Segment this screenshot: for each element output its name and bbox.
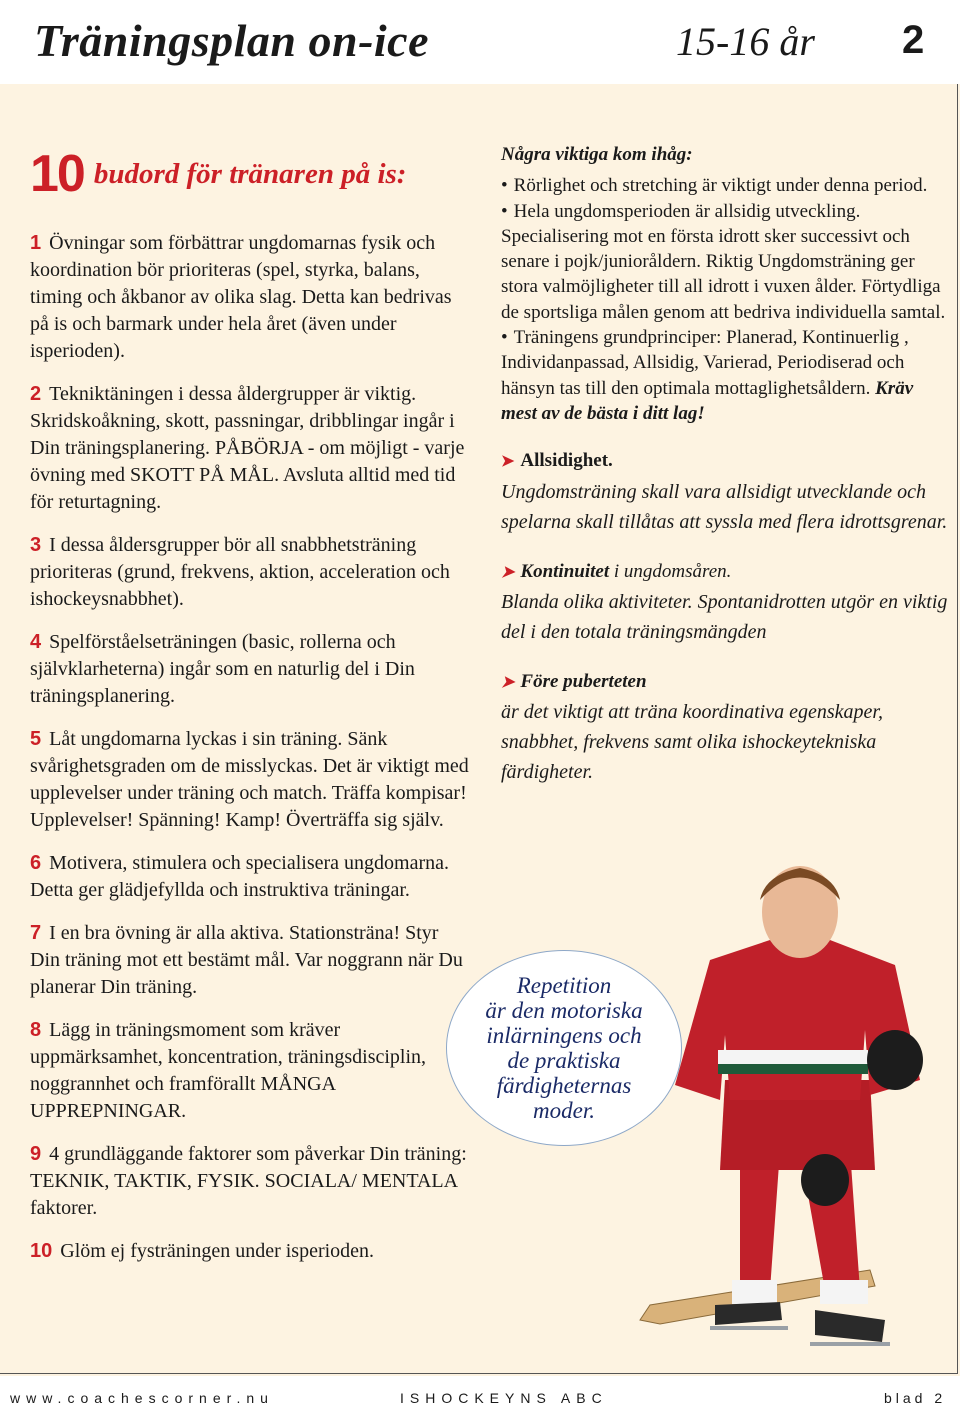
commandment-item — [30, 1238, 470, 1265]
commandment-item — [30, 381, 470, 516]
commandment-item — [30, 629, 470, 710]
commandment-text: I en bra övning är alla aktiva. Stationsträna! Styr Din träning mot ett bestämt mål. Var noggrann när Du planerar Din träning. — [30, 922, 463, 998]
commandment-text: Lägg in träningsmoment som kräver uppmärksamhet, koncentration, träningsdisciplin, noggrannhet och framförallt MÅNGA UPPREPNINGAR. — [30, 1019, 427, 1122]
tip-bullet — [501, 199, 951, 325]
commandment-number: 4 — [30, 631, 42, 653]
principle-title: ➤ Före puberteten — [501, 670, 647, 692]
skate — [715, 1302, 782, 1325]
commandment-item — [30, 920, 470, 1001]
tip-bullet — [501, 173, 951, 198]
commandment-number: 7 — [30, 922, 42, 944]
skate — [815, 1310, 885, 1342]
commandment-number: 9 — [30, 1143, 42, 1165]
commandments-column — [30, 144, 470, 1281]
footer — [0, 1376, 960, 1408]
commandment-item — [30, 726, 470, 834]
principle-section — [501, 669, 951, 787]
commandment-number: 8 — [30, 1019, 42, 1041]
principle-body: Ungdomsträning skall vara allsidigt utvecklande och spelarna skall tillåtas att syssla med flera idrottsgrenar. — [501, 480, 948, 533]
tip-text: Rörlighet och stretching är viktigt under denna period. — [513, 175, 928, 197]
commandments-title: budord för tränaren på is: — [93, 157, 407, 190]
arrow-icon: ➤ — [501, 453, 515, 471]
commandment-text: Spelförståelseträningen (basic, rollerna och självklarheterna) ingår som en naturlig del i Din träningsplanering. — [30, 631, 415, 707]
commandment-text: Motivera, stimulera och specialisera ungdomarna. Detta ger glädjefyllda och instruktiva träningar. — [30, 852, 449, 901]
hockey-player-illustration — [620, 850, 960, 1370]
commandment-number: 5 — [30, 728, 42, 750]
commandment-number: 1 — [30, 232, 42, 254]
commandment-number: 2 — [30, 383, 42, 405]
commandment-number: 10 — [30, 1240, 53, 1262]
principle-title: ➤ Kontinuitet i ungdomsåren. — [501, 560, 732, 582]
footer-website[interactable]: www.coachescorner.nu — [10, 1390, 274, 1406]
callout-text: Repetition är den motoriska inlärningens och de praktiska färdigheternas moder. — [485, 973, 643, 1123]
commandment-item — [30, 532, 470, 613]
tip-bullet — [501, 325, 951, 426]
principle-body: Blanda olika aktiviteter. Spontanidrotten utgör en viktig del i den totala träningsmängden — [501, 590, 948, 643]
footer-series: ISHOCKEYNS ABC — [400, 1390, 608, 1406]
commandment-text: Låt ungdomarna lyckas i sin träning. Sänk svårighetsgraden om de misslyckas. Det är viktigt med upplevelser under träning och match. Träffa kompisar! Upplevelser! Spänning! Kamp! Överträffa sig själv. — [30, 728, 469, 831]
glove — [801, 1154, 849, 1206]
commandment-text: Tekniktäningen i dessa åldergrupper är viktig. Skridskoåkning, skott, passningar, dribblingar ingår i Din träningsplanering. PÅBÖRJA - om möjligt - varje övning med SKOTT PÅ MÅL. Avsluta alltid med tid för returtagning. — [30, 383, 465, 513]
commandments-list — [30, 230, 470, 1265]
glove — [867, 1030, 923, 1090]
header — [0, 0, 960, 84]
tip-emphasis: Kräv mest av de bästa i ditt lag! — [501, 377, 914, 424]
commandment-text: I dessa åldersgrupper bör all snabbhetsträning prioriteras (grund, frekvens, aktion, acceleration och ishockeysnabbhet). — [30, 534, 450, 610]
page-title: Träningsplan on-ice — [34, 15, 430, 66]
commandment-item — [30, 230, 470, 365]
commandment-text: Övningar som förbättrar ungdomarnas fysik och koordination bör prioriteras (spel, styrka, balans, timing och åkbanor av olika slag. Detta kan bedrivas på is och barmark under hela året (även under isperioden). — [30, 232, 452, 362]
arrow-icon: ➤ — [501, 673, 515, 691]
header-page-number: 2 — [902, 18, 925, 62]
principle-title: ➤ Allsidighet. — [501, 450, 613, 472]
commandment-number: 6 — [30, 852, 42, 874]
bullet-icon: • — [501, 200, 508, 222]
commandment-number: 3 — [30, 534, 42, 556]
important-heading: Några viktiga kom ihåg: — [501, 144, 693, 165]
commandments-heading — [30, 144, 470, 204]
bullet-icon: • — [501, 175, 508, 197]
principle-section — [501, 559, 951, 647]
commandment-item — [30, 1017, 470, 1125]
principle-section — [501, 448, 951, 536]
arrow-icon: ➤ — [501, 563, 515, 581]
tips-column — [501, 142, 951, 787]
commandment-text: 4 grundläggande faktorer som påverkar Din träning: TEKNIK, TAKTIK, FYSIK. SOCIALA/ MENTALA faktorer. — [30, 1143, 467, 1219]
tip-text: Träningens grundprinciper: Planerad, Kontinuerlig , Individanpassad, Allsidig, Varierad, Periodiserad och hänsyn tas till den optimala mottaglighetsåldern. — [501, 327, 909, 399]
commandments-count: 10 — [30, 145, 84, 203]
commandment-text: Glöm ej fysträningen under isperioden. — [60, 1240, 375, 1262]
footer-page: blad 2 — [884, 1390, 947, 1406]
callout-bubble — [446, 950, 682, 1146]
commandment-item — [30, 850, 470, 904]
bullet-icon: • — [501, 327, 508, 349]
age-group: 15-16 år — [676, 19, 815, 64]
tip-text: Hela ungdomsperioden är allsidig utveckling. Specialisering mot en första idrott sker successivt och senare i pojk/junioråldern. Riktig Ungdomsträning ger stora valmöjligheter till all idrott i vuxen ålder. Förtydliga de sportsliga målen genom att bedriva individuella samtal. — [501, 200, 946, 323]
principle-body: är det viktigt att träna koordinativa egenskaper, snabbhet, frekvens samt olika ishockeytekniska färdigheter. — [501, 701, 883, 784]
commandment-item — [30, 1141, 470, 1222]
